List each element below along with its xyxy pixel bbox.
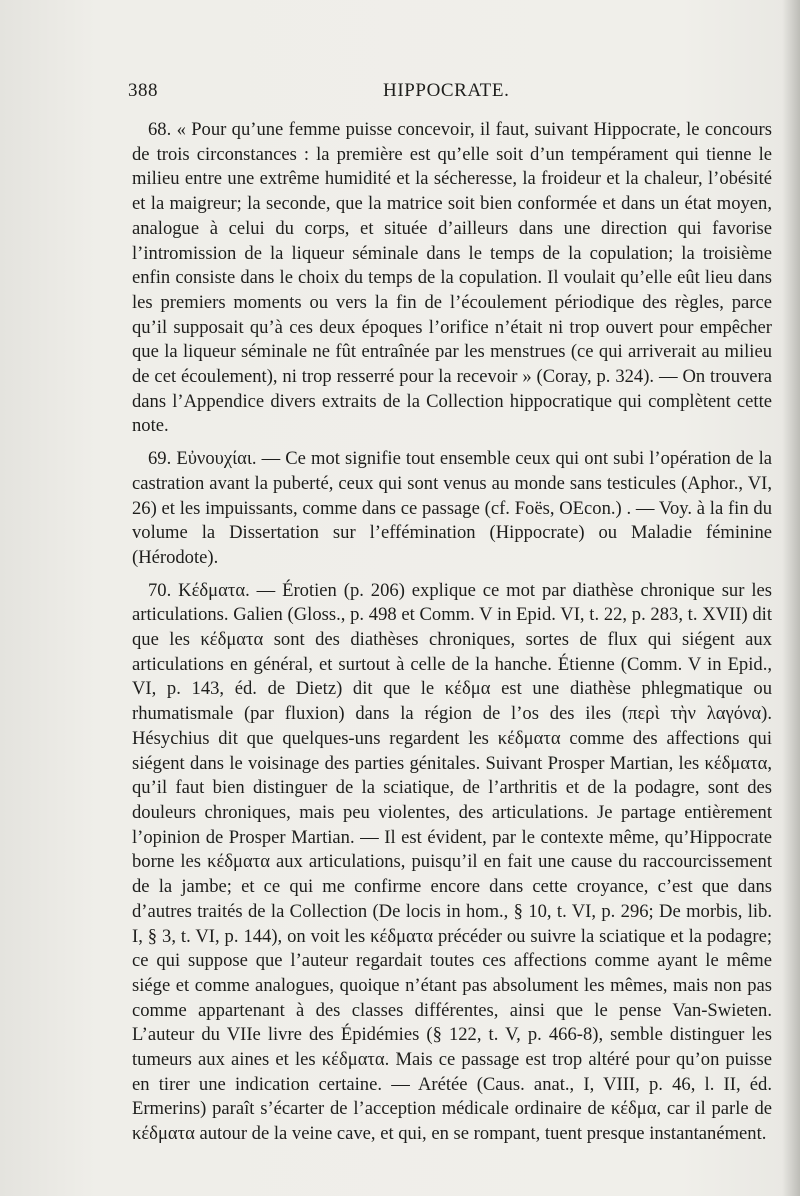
note-text: Κέδματα. — Érotien (p. 206) explique ce mot par diathèse chronique sur les articulations. Galien (Gloss., p. 498 et Comm. V in Epid. VI, t. 22, p. 283, t. XVII) dit que les κέδματα sont des diathèses chroniques, sortes de flux qui siégent aux articulations en général, et surtout à celle de la hanche. Étienne (Comm. V in Epid., VI, p. 143, éd. de Dietz) dit que le κέδμα est une diathèse phlegmatique ou rhumatismale (par fluxion) dans la région de l’os des iles (περὶ τὴν λαγόνα). Hésychius dit que quelques-uns regardent les κέδματα comme des affections qui siégent dans le voisinage des parties génitales. Suivant Prosper Martian, les κέδματα, qu’il faut bien distinguer de la sciatique, de l’arthritis et de la podagre, sont des douleurs chroniques, mais peu violentes, des articulations. Je partage entièrement l’opinion de Prosper Martian. — Il est évident, par le contexte même, qu’Hippocrate borne les κέδματα aux articulations, puisqu’il en fait une cause du raccourcissement de la jambe; et ce qui me confirme encore dans cette croyance, c’est que dans d’autres traités de la Collection (De locis in hom., § 10, t. VI, p. 296; De morbis, lib. I, § 3, t. VI, p. 144), on voit les κέδματα précéder ou suivre la sciatique et la podagre; ce qui suppose que l’auteur regardait toutes ces affections comme ayant le même siége et comme analogues, quoique n’étant pas absolument les mêmes, mais non pas comme appartenant à des classes différentes, ainsi que le pense Van-Swieten. L’auteur du VIIe livre des Épidémies (§ 122, t. V, p. 466-8), semble distinguer les tumeurs aux aines et les κέδματα. Mais ce passage est trop altéré pour qu’on puisse en tirer une indication certaine. — Arétée (Caus. anat., I, VIII, p. 46, l. II, éd. Ermerins) paraît s’écarter de l’acception médicale ordinaire de κέδμα, car il parle de κέδματα autour de la veine cave, et qui, en se rompant, tuent presque instantanément. [132,579,772,1145]
notes-body [132,118,772,1147]
page-binding-shadow [782,0,800,1196]
running-title: HIPPOCRATE. [383,80,510,101]
note-text: « Pour qu’une femme puisse concevoir, il faut, suivant Hippocrate, le concours de trois circonstances : la première est qu’elle soit d’un tempérament qui tienne le milieu entre une extrême humidité et la sécheresse, la froideur et la chaleur, l’obésité et la maigreur; la seconde, que la matrice soit bien conformée et dans un état moyen, analogue à celui du corps, et située d’ailleurs dans une direction qui favorise l’intromission de la liqueur séminale dans le temps de la copulation; la troisième enfin consiste dans le choix du temps de la copulation. Il voulait qu’elle eût lieu dans les premiers moments ou vers la fin de l’écoulement périodique des règles, parce qu’il supposait qu’à ces deux époques l’orifice n’était ni trop ouvert pour empêcher que la liqueur séminale ne fût entraînée par les menstrues (ce qui arriverait au milieu de cet écoulement), ni trop resserré pour la recevoir » (Coray, p. 324). — On trouvera dans l’Appendice divers extraits de la Collection hippocratique qui complètent cette note. [132,119,772,437]
note-text: Εὐνουχίαι. — Ce mot signifie tout ensemble ceux qui ont subi l’opération de la castration avant la puberté, ceux qui sont venus au monde sans testicules (Aphor., VI, 26) et les impuissants, comme dans ce passage (cf. Foës, OEcon.) . — Voy. à la fin du volume la Dissertation sur l’effémination (Hippocrate) ou Maladie féminine (Hérodote). [132,448,772,568]
note-69 [132,447,772,571]
note-number: 70. [148,579,172,601]
note-68 [132,118,772,439]
note-70 [132,579,772,1147]
note-number: 69. [148,448,172,470]
page-number: 388 [128,80,158,101]
note-number: 68. [148,119,172,140]
page-header [128,80,768,110]
